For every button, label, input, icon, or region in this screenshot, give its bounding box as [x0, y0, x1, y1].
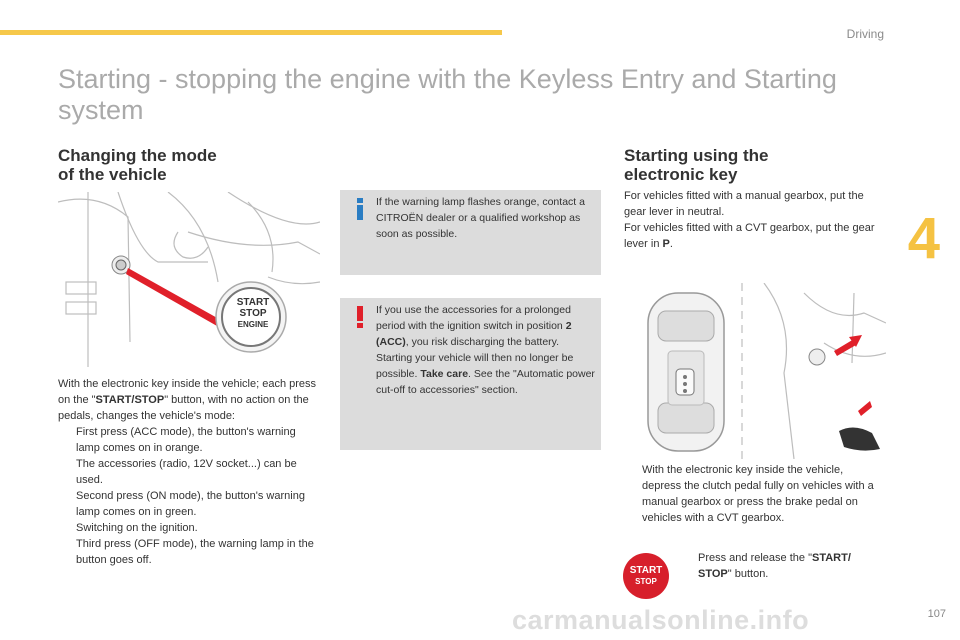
- watermark: carmanualsonline.info: [512, 605, 810, 635]
- list-item: Press and release the "START/ STOP" button.: [698, 552, 851, 580]
- list-item: First press (ACC mode), the button's warning lamp comes on in orange. The accessories (radio, 12V socket...) can be used.: [76, 426, 297, 486]
- exclamation-icon: [352, 306, 368, 328]
- chapter-number: 4: [907, 206, 940, 271]
- page-title: Starting - stopping the engine with the Keyless Entry and Starting system: [58, 64, 837, 125]
- start-stop-engine-button-illustration: START STOP ENGINE: [236, 297, 270, 329]
- list-item: Second press (ON mode), the button's warning lamp comes on in green. Switching on the ignition.: [76, 490, 305, 534]
- right-para-cvt: For vehicles fitted with a CVT gearbox, put the gear lever in P.: [624, 222, 875, 250]
- header-accent-bar: [0, 30, 502, 35]
- section-label: Driving: [846, 27, 884, 41]
- left-intro: With the electronic key inside the vehicle; each press on the "START/STOP" button, with no action on the pedals, changes the vehicle's mode:: [58, 378, 317, 422]
- right-para-manual: For vehicles fitted with a manual gearbox, put the gear lever in neutral.: [624, 190, 864, 218]
- warning-note-text: If you use the accessories for a prolonged period with the ignition switch in position 2 (ACC), you risk discharging the battery. Starting your vehicle will then no longer be possible. Take care. See the "Automatic power cut-off to accessories" section.: [376, 304, 595, 396]
- info-note: [340, 190, 601, 275]
- page-number: 107: [927, 608, 946, 620]
- warning-note: [340, 298, 601, 450]
- right-bullets: [624, 462, 882, 526]
- start-stop-button-icon: START STOP: [623, 553, 669, 599]
- right-intro: [624, 188, 882, 252]
- list-item: Third press (OFF mode), the warning lamp in the button goes off.: [76, 538, 314, 566]
- car-key-and-pedal-illustration: [634, 283, 886, 459]
- list-item: With the electronic key inside the vehicle, depress the clutch pedal fully on vehicles with a manual gearbox or press the brake pedal on vehicles with a CVT gearbox.: [642, 464, 874, 524]
- info-icon: [352, 198, 368, 220]
- info-note-text: If the warning lamp flashes orange, contact a CITROËN dealer or a qualified workshop as soon as possible.: [376, 196, 585, 240]
- dashboard-illustration: [58, 192, 320, 370]
- mode-list: [58, 424, 320, 568]
- left-heading: Changing the mode of the vehicle: [58, 146, 217, 184]
- left-body: [58, 376, 320, 568]
- right-heading: Starting using the electronic key: [624, 146, 769, 184]
- right-bullet-press: [680, 550, 880, 582]
